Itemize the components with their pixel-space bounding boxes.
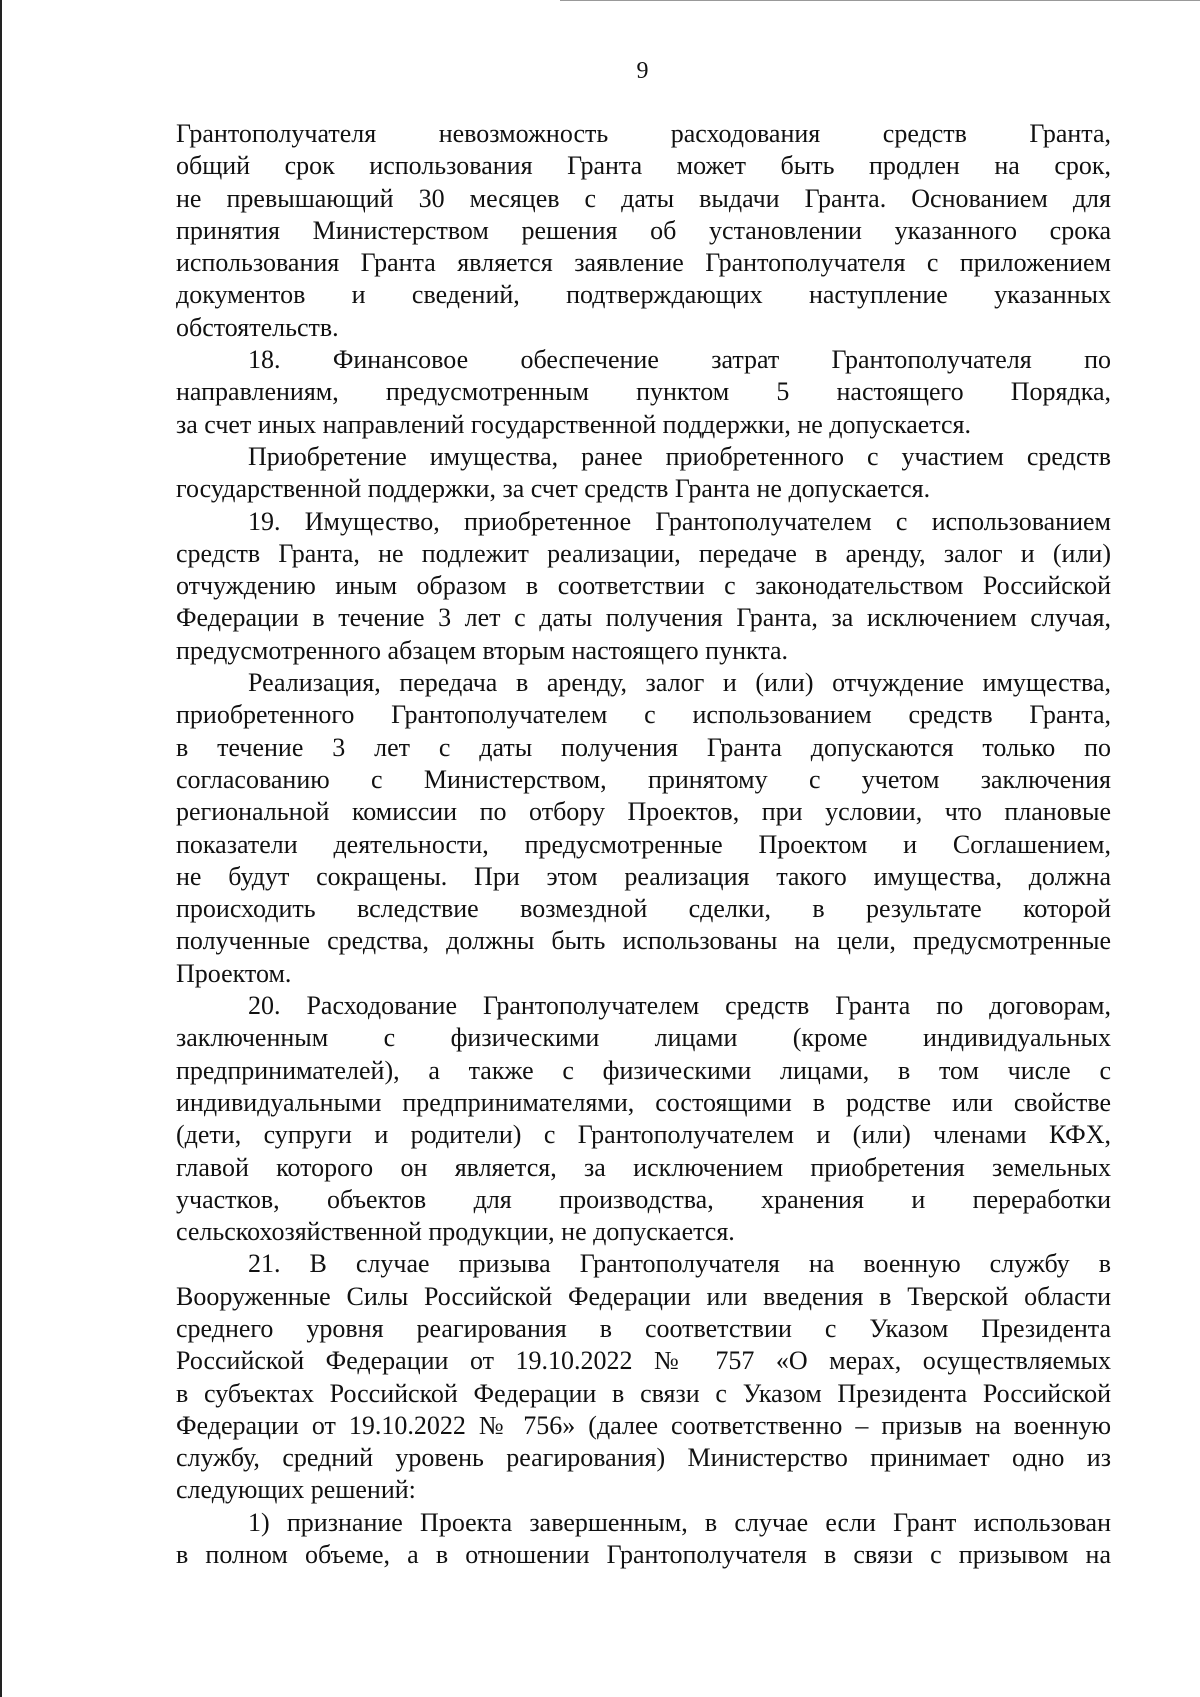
text-line: принятия Министерством решения об установлении указанного срока [176,215,1111,245]
text-line: согласованию с Министерством, принятому с учетом заключения [176,764,1111,794]
text-line: документов и сведений, подтверждающих наступление указанных [176,280,1111,310]
text-line: Грантополучателя невозможность расходования средств Гранта, [176,119,1111,148]
text-line: средств Гранта, не подлежит реализации, передаче в аренду, залог и (или) [176,538,1111,568]
text-line: в течение 3 лет с даты получения Гранта допускаются только по [176,732,1111,762]
text-line: происходить вследствие возмездной сделки, в результате которой [176,894,1111,924]
paragraph-18-line: 18. Финансовое обеспечение затрат Грантополучателя по [248,345,1111,375]
text-line: Реализация, передача в аренду, залог и (или) отчуждение имущества, [248,668,1111,698]
text-line: предпринимателей), а также с физическими лицами, в том числе с [176,1055,1111,1085]
document-body [176,118,1111,1571]
paragraph-21-line: 21. В случае призыва Грантополучателя на военную службу в [248,1249,1111,1279]
paragraph-20-line: 20. Расходование Грантополучателем средств Гранта по договорам, [248,991,1111,1021]
text-line: не будут сокращены. При этом реализация такого имущества, должна [176,861,1111,891]
scan-edge-top [560,0,1200,1]
page-number: 9 [636,58,649,84]
text-line: (дети, супруги и родители) с Грантополучателем и (или) членами КФХ, [176,1120,1111,1150]
text-line: обстоятельств. [176,312,339,342]
text-line: Вооруженные Силы Российской Федерации или введения в Тверской области [176,1281,1111,1311]
text-line: Федерации от 19.10.2022 № 756» (далее соответственно – призыв на военную [176,1410,1111,1440]
text-line: главой которого он является, за исключением приобретения земельных [176,1152,1111,1182]
text-line: полученные средства, должны быть использованы на цели, предусмотренные [176,926,1111,956]
text-line: Приобретение имущества, ранее приобретенного с участием средств [248,441,1111,471]
text-line: Российской Федерации от 19.10.2022 № 757 «О мерах, осуществляемых [176,1346,1111,1376]
text-line: направлениям, предусмотренным пунктом 5 настоящего Порядка, [176,377,1111,407]
text-line: службу, средний уровень реагирования) Министерство принимает одно из [176,1443,1111,1473]
text-line: заключенным с физическими лицами (кроме индивидуальных [176,1023,1111,1053]
text-line: в полном объеме, а в отношении Грантополучателя в связи с призывом на [176,1540,1111,1570]
text-line: индивидуальными предпринимателями, состоящими в родстве или свойстве [176,1087,1111,1117]
text-line: показатели деятельности, предусмотренные Проектом и Соглашением, [176,829,1111,859]
text-line: Федерации в течение 3 лет с даты получения Гранта, за исключением случая, [176,603,1111,633]
paragraph-19-line: 19. Имущество, приобретенное Грантополучателем с использованием [248,506,1111,536]
text-line: предусмотренного абзацем вторым настоящего пункта. [176,635,789,665]
text-line: за счет иных направлений государственной поддержки, не допускается. [176,409,971,439]
text-line: общий срок использования Гранта может быть продлен на срок, [176,151,1111,181]
text-line: отчуждению иным образом в соответствии с законодательством Российской [176,571,1111,601]
text-line: государственной поддержки, за счет средств Гранта не допускается. [176,474,931,504]
text-line: следующих решений: [176,1475,416,1505]
text-line: региональной комиссии по отбору Проектов, при условии, что плановые [176,797,1111,827]
text-line: приобретенного Грантополучателем с использованием средств Гранта, [176,700,1111,730]
text-line: среднего уровня реагирования в соответствии с Указом Президента [176,1313,1111,1343]
text-line: использования Гранта является заявление Грантополучателя с приложением [176,248,1111,278]
text-line: в субъектах Российской Федерации в связи с Указом Президента Российской [176,1378,1111,1408]
text-line: не превышающий 30 месяцев с даты выдачи Гранта. Основанием для [176,183,1111,213]
text-line: Проектом. [176,958,292,988]
text-line: сельскохозяйственной продукции, не допускается. [176,1217,735,1247]
text-line: участков, объектов для производства, хранения и переработки [176,1184,1111,1214]
scan-edge-left [0,0,2,1697]
list-item-1-line: 1) признание Проекта завершенным, в случае если Грант использован [248,1507,1111,1537]
